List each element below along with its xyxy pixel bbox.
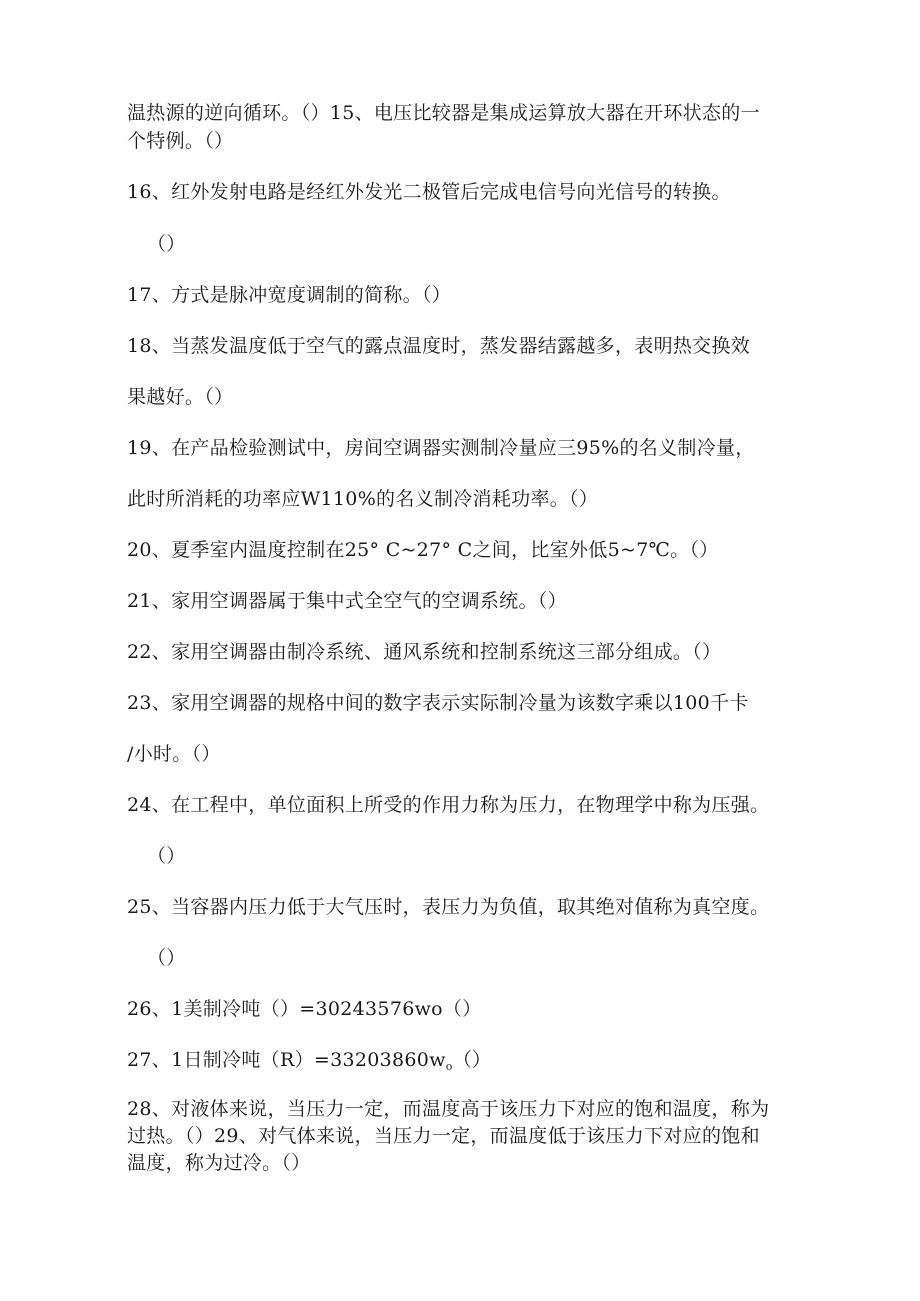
text-line: 25、当容器内压力低于大气压时，表压力为负值，取其绝对值称为真空度。	[127, 896, 770, 918]
subscript: o	[445, 1060, 453, 1073]
text-line: 23、家用空调器的规格中间的数字表示实际制冷量为该数字乘以100千卡	[127, 692, 749, 714]
text-line: 17、方式是脉冲宽度调制的简称。（）	[127, 284, 452, 306]
text-line: 此时所消耗的功率应W110%的名义制冷消耗功率。（）	[127, 488, 599, 510]
text-line: 温度，称为过冷。（）	[127, 1152, 311, 1174]
text-line: （）	[147, 845, 186, 867]
text-line: （）	[147, 233, 186, 255]
text-line: 28、对液体来说，当压力一定，而温度高于该压力下对应的饱和温度，称为	[127, 1098, 770, 1120]
text-line: 26、1美制冷吨（）=30243576wo（）	[127, 998, 482, 1020]
text-fragment: （）	[452, 1049, 492, 1071]
text-fragment: 27、1日制冷吨（R）=33203860w	[127, 1049, 446, 1071]
text-line: 22、家用空调器由制冷系统、通风系统和控制系统这三部分组成。（）	[127, 641, 722, 663]
text-line: 19、在产品检验测试中，房间空调器实测制冷量应三95%的名义制冷量，	[127, 437, 755, 459]
text-line: 个特例。（）	[127, 130, 234, 152]
text-line: 21、家用空调器属于集中式全空气的空调系统。（）	[127, 590, 567, 612]
text-line: 过热。（）29、对气体来说，当压力一定，而温度低于该压力下对应的饱和	[127, 1125, 760, 1147]
text-line: 24、在工程中，单位面积上所受的作用力称为压力，在物理学中称为压强。	[127, 794, 770, 816]
text-line: 20、夏季室内温度控制在25° C~27° C之间，比室外低5~7℃。（）	[127, 539, 719, 561]
text-line: （）	[147, 947, 186, 969]
text-line: 18、当蒸发温度低于空气的露点温度时，蒸发器结露越多，表明热交换效	[127, 335, 751, 357]
text-line: /小时。（）	[127, 743, 221, 765]
text-line: 16、红外发射电路是经红外发光二极管后完成电信号向光信号的转换。	[127, 181, 731, 203]
text-line-27	[127, 1048, 491, 1072]
text-line: 温热源的逆向循环。（）15、电压比较器是集成运算放大器在开环状态的一	[127, 102, 760, 124]
text-line: 果越好。（）	[127, 386, 234, 408]
